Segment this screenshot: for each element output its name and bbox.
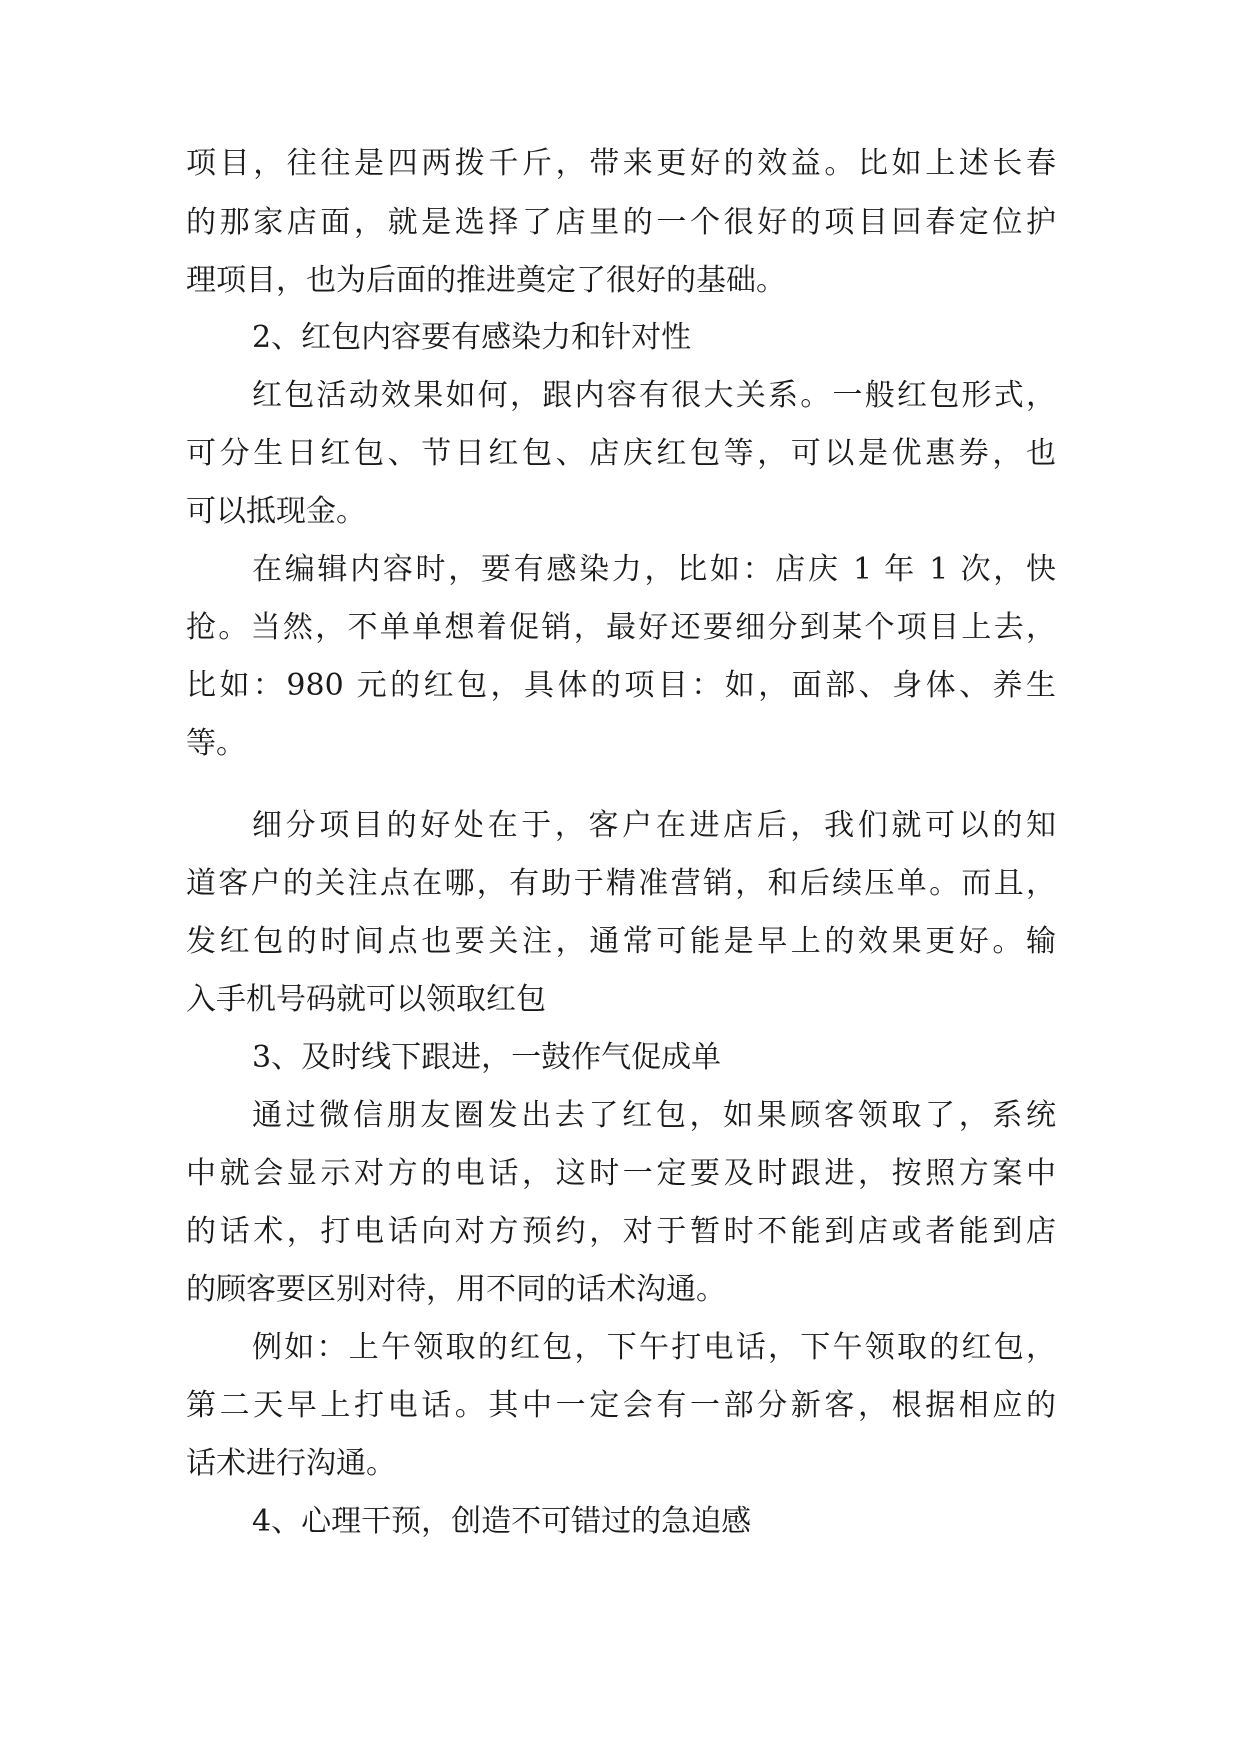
text-line: 发红包的时间点也要关注，通常可能是早上的效果更好。输 — [186, 924, 1056, 959]
text-line: 红包活动效果如何，跟内容有很大关系。一般红包形式， — [252, 378, 1056, 413]
text-line: 中就会显示对方的电话，这时一定要及时跟进，按照方案中 — [186, 1156, 1056, 1191]
section-heading: 2、红包内容要有感染力和针对性 — [252, 320, 692, 355]
text-line: 例如：上午领取的红包，下午打电话，下午领取的红包， — [252, 1330, 1056, 1365]
text-line: 项目，往往是四两拨千斤，带来更好的效益。比如上述长春 — [186, 146, 1056, 181]
text-line: 道客户的关注点在哪，有助于精准营销，和后续压单。而且， — [186, 866, 1056, 901]
text-line: 抢。当然，不单单想着促销，最好还要细分到某个项目上去， — [186, 610, 1056, 645]
text-line: 等。 — [186, 726, 246, 761]
text-line: 的那家店面，就是选择了店里的一个很好的项目回春定位护 — [186, 205, 1056, 240]
section-heading: 4、心理干预，创造不可错过的急迫感 — [252, 1504, 752, 1539]
text-line: 在编辑内容时，要有感染力，比如：店庆 1 年 1 次，快 — [252, 552, 1056, 587]
section-heading: 3、及时线下跟进，一鼓作气促成单 — [252, 1040, 722, 1075]
text-line: 的话术，打电话向对方预约，对于暂时不能到店或者能到店 — [186, 1214, 1056, 1249]
text-line: 可以抵现金。 — [186, 494, 366, 529]
text-line: 第二天早上打电话。其中一定会有一部分新客，根据相应的 — [186, 1388, 1056, 1423]
text-line: 比如：980 元的红包，具体的项目：如，面部、身体、养生 — [186, 668, 1056, 703]
text-line: 可分生日红包、节日红包、店庆红包等，可以是优惠券，也 — [186, 436, 1056, 471]
text-line: 理项目，也为后面的推进奠定了很好的基础。 — [186, 263, 786, 298]
text-line: 通过微信朋友圈发出去了红包，如果顾客领取了，系统 — [252, 1098, 1056, 1133]
text-line: 细分项目的好处在于，客户在进店后，我们就可以的知 — [252, 808, 1056, 843]
text-line: 入手机号码就可以领取红包 — [186, 982, 546, 1017]
text-line: 话术进行沟通。 — [186, 1446, 396, 1481]
text-line: 的顾客要区别对待，用不同的话术沟通。 — [186, 1272, 726, 1307]
